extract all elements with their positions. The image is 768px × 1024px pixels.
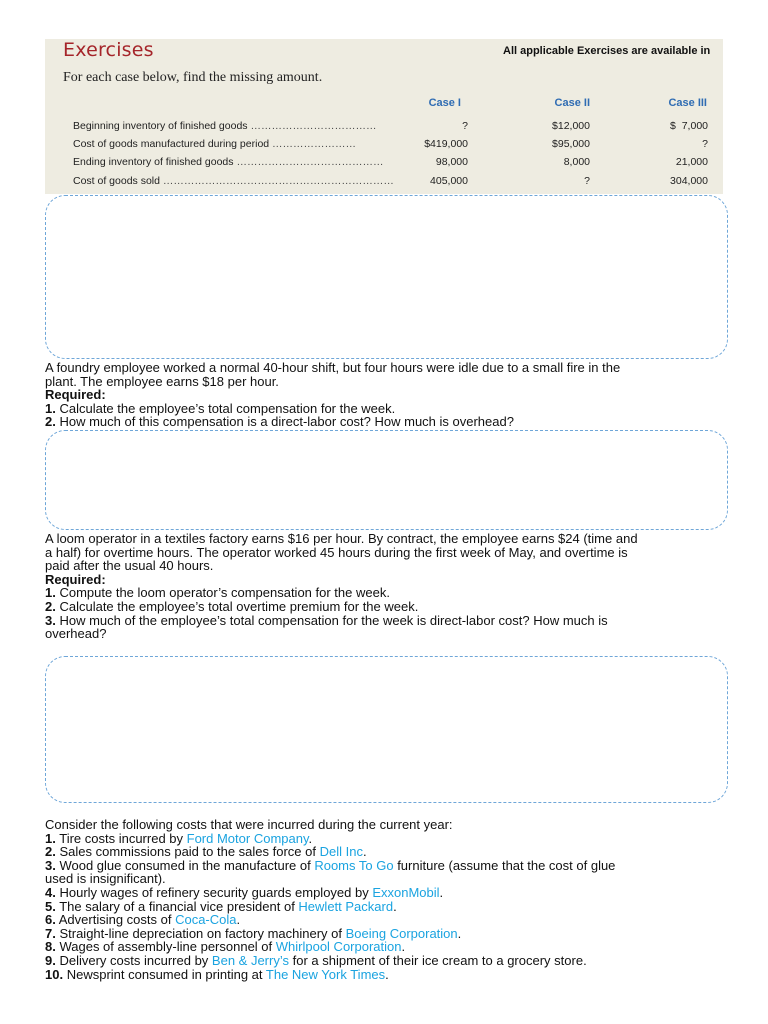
cell: $ 7,000 xyxy=(670,120,708,132)
answer-box-2[interactable] xyxy=(45,430,728,530)
list-item: 2. Calculate the employee’s total overtime premium for the week. xyxy=(45,598,419,614)
company-link[interactable]: The New York Times xyxy=(265,966,386,982)
column-header-case-3: Case III xyxy=(668,97,707,109)
cell: $95,000 xyxy=(552,138,590,150)
list-item: 10. Newsprint consumed in printing at The New York Times. xyxy=(45,966,389,982)
cell: ? xyxy=(462,120,468,132)
column-header-case-1: Case I xyxy=(428,97,461,109)
required-label: Required: xyxy=(45,387,106,403)
exercise-text-line: A foundry employee worked a normal 40-hour shift, but four hours were idle due to a small fire in the xyxy=(45,360,621,375)
exercise-panel xyxy=(45,39,723,194)
panel-note: All applicable Exercises are available in xyxy=(503,45,711,57)
cell: ? xyxy=(702,138,708,150)
panel-title: Exercises xyxy=(63,39,154,61)
exercise-loom xyxy=(45,532,695,641)
list-item: 3. How much of the employee’s total compensation for the week is direct-labor cost? How much is xyxy=(45,612,608,628)
exercise-text-line: paid after the usual 40 hours. xyxy=(45,558,214,574)
exercise-text-line: A loom operator in a textiles factory earns $16 per hour. By contract, the employee earns $24 (time and xyxy=(45,531,638,546)
answer-box-1[interactable] xyxy=(45,195,728,359)
list-item: 1. Calculate the employee’s total compensation for the week. xyxy=(45,400,396,416)
exercise-text-line: a half) for overtime hours. The operator worked 45 hours during the first week of May, and overtime is xyxy=(45,544,628,560)
company-link[interactable]: ExxonMobil xyxy=(372,884,440,900)
list-item: 9. Delivery costs incurred by Ben & Jerry’s for a shipment of their ice cream to a grocery store. xyxy=(45,952,587,968)
company-link[interactable]: Coca-Cola xyxy=(175,912,237,928)
list-item: 5. The salary of a financial vice president of Hewlett Packard. xyxy=(45,898,397,914)
cell: 21,000 xyxy=(675,156,708,168)
list-item: 2. Sales commissions paid to the sales force of Dell Inc. xyxy=(45,844,367,860)
cell: $12,000 xyxy=(552,120,590,132)
required-label: Required: xyxy=(45,571,106,587)
list-item: 1. Tire costs incurred by Ford Motor Company. xyxy=(45,830,313,846)
cell: 304,000 xyxy=(670,175,708,187)
exercise-intro: Consider the following costs that were incurred during the current year: xyxy=(45,817,453,832)
company-link[interactable]: Hewlett Packard xyxy=(298,898,394,914)
cell: $419,000 xyxy=(424,138,468,150)
row-label: Cost of goods manufactured during period …………………… xyxy=(73,138,357,150)
cell: 98,000 xyxy=(435,156,468,168)
list-item: 7. Straight-line depreciation on factory machinery of Boeing Corporation. xyxy=(45,925,462,941)
list-item: 8. Wages of assembly-line personnel of Whirlpool Corporation. xyxy=(45,939,406,955)
row-label: Beginning inventory of finished goods ……………………………… xyxy=(73,120,377,132)
exercise-cost-list xyxy=(45,818,695,981)
list-item-continued: overhead? xyxy=(45,626,107,642)
panel-instruction: For each case below, find the missing amount. xyxy=(63,70,323,85)
cell: 8,000 xyxy=(563,156,590,168)
cell: ? xyxy=(584,175,590,187)
cell: 405,000 xyxy=(430,175,468,187)
row-label: Ending inventory of finished goods …………………………………… xyxy=(73,156,384,168)
list-item: 3. Wood glue consumed in the manufacture of Rooms To Go furniture (assume that the cost of glue xyxy=(45,857,616,873)
company-link[interactable]: Ben & Jerry’s xyxy=(211,952,289,968)
list-item: 4. Hourly wages of refinery security guards employed by ExxonMobil. xyxy=(45,884,444,900)
column-header-case-2: Case II xyxy=(554,97,590,109)
list-item: 2. How much of this compensation is a direct-labor cost? How much is overhead? xyxy=(45,414,514,430)
company-link[interactable]: Ford Motor Company xyxy=(186,830,309,846)
company-link[interactable]: Dell Inc xyxy=(319,844,363,860)
exercise-text-line: plant. The employee earns $18 per hour. xyxy=(45,373,279,389)
row-label: Cost of goods sold ………………………………………………………… xyxy=(73,175,394,187)
company-link[interactable]: Whirlpool Corporation xyxy=(275,939,402,955)
list-item: 6. Advertising costs of Coca-Cola. xyxy=(45,912,241,928)
company-link[interactable]: Boeing Corporation xyxy=(345,925,458,941)
company-link[interactable]: Rooms To Go xyxy=(314,857,394,873)
list-item-continued: used is insignificant). xyxy=(45,871,166,887)
exercise-foundry xyxy=(45,361,695,429)
list-item: 1. Compute the loom operator’s compensation for the week. xyxy=(45,585,390,601)
answer-box-3[interactable] xyxy=(45,656,728,803)
